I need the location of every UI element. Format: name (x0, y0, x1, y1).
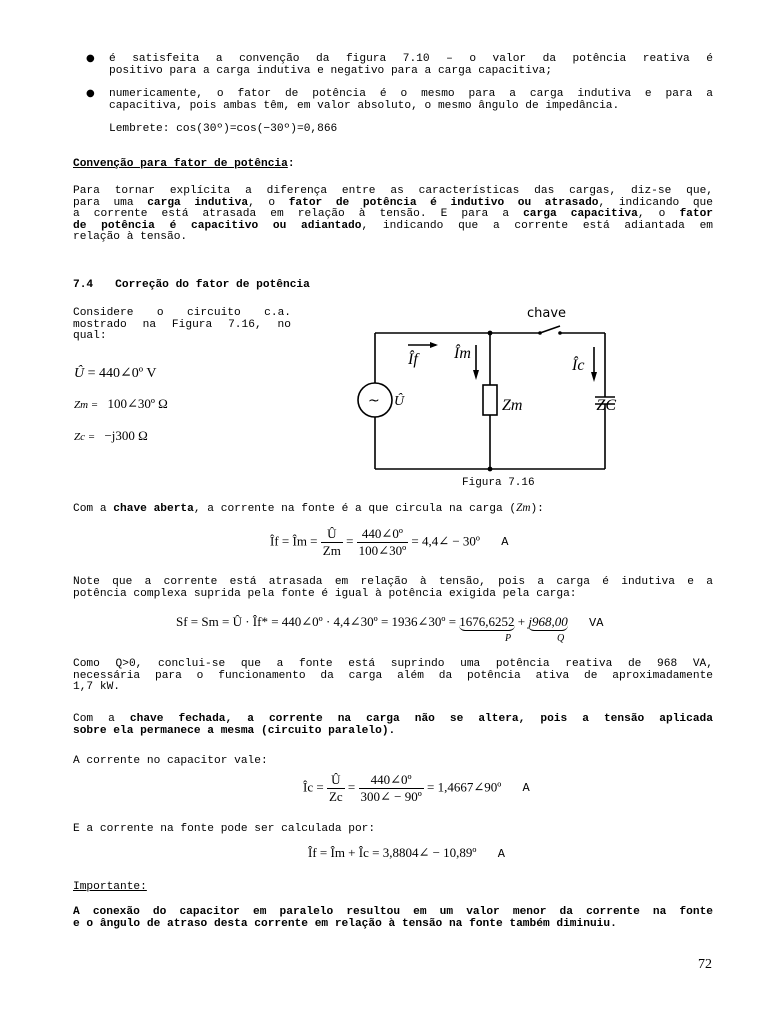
page-number: 72 (698, 957, 712, 972)
u-label: Û (394, 394, 405, 409)
convention-heading: Convenção para fator de potência: (73, 158, 295, 170)
equation-3: Îc = $\frac{Û}{Zc}$ = $\frac{\text{440∠0º}}{\text{300∠ − 90º}}$ = 1,4667∠90º A (303, 772, 530, 804)
zc-label: ZC (596, 397, 616, 414)
node-dot (488, 331, 493, 336)
q-label: Q (557, 633, 565, 644)
given-zm: Zm = 100∠30º Ω (74, 396, 168, 411)
convention-paragraph: Para tornar explícita a diferença entre as características das cargas, diz-se que, para uma carga indutiva, o fator de potência é indutivo ou atrasado, indicando que a corrente está atrasada em relação à tensão. E para a carga capacitiva, o fator de potência é capacitivo ou adiantado, indicando que a corrente está adiantada em relação à tensão. (73, 185, 714, 243)
if-arrowhead (430, 342, 438, 348)
switch-label: chave (527, 306, 567, 321)
switch-blade (540, 326, 560, 333)
bullet-1: é satisfeita a convenção da figura 7.10 – o valor da potência reativa é positivo para a carga indutiva e negativo para a carga capacitiva; (109, 53, 713, 77)
ic-arrowhead (591, 372, 597, 382)
equation-2: Sf = Sm = Û · Îf* = 440∠0º · 4,4∠30º = 1936∠30º = 1676,6252 + j968,00 VA (176, 614, 604, 630)
bullet-2: numericamente, o fator de potência é o mesmo para a carga indutiva e para a capacitiva, pois ambas têm, em valor absoluto, o mesmo ângulo de impedância. (109, 88, 713, 112)
node-dot (488, 467, 493, 472)
zm-resistor (483, 385, 497, 415)
im-arrowhead (473, 370, 479, 380)
if-label: Îf (408, 351, 418, 368)
important-label: Importante: (73, 881, 147, 893)
open-switch-text: Com a chave aberta, a corrente na fonte é a que circula na carga (Zm): (73, 502, 544, 515)
im-label: Îm (454, 345, 471, 362)
bullet-marker: ● (86, 88, 95, 99)
figure-caption: Figura 7.16 (462, 477, 535, 489)
equation-1: Îf = Îm = $\frac{Û}{Zm}$ = $\frac{\text{440∠0º}}{\text{100∠30º}}$ = 4,4∠ − 30º A (270, 526, 509, 558)
given-u: Û = 440∠0º V (74, 366, 157, 381)
equation-4: Îf = Îm + Îc = 3,8804∠ − 10,89º A (308, 845, 505, 861)
source-current-text: E a corrente na fonte pode ser calculada por: (73, 823, 376, 835)
since-paragraph: Como Q>0, conclui-se que a fonte está suprindo uma potência reativa de 968 VA, necessária para o funcionamento da carga além da potência ativa de aproximadamente 1,7 kW. (73, 658, 713, 693)
p-label: P (505, 633, 512, 644)
circuit-diagram (350, 300, 620, 490)
intro-text: Considere o circuito c.a. mostrado na Figura 7.16, no qual: (73, 307, 291, 342)
sine-symbol: ~ (368, 393, 380, 409)
section-heading: 7.4 Correção do fator de potência (73, 279, 310, 291)
zm-label: Zm (502, 397, 523, 414)
important-paragraph: A conexão do capacitor em paralelo resultou em um valor menor da corrente na fonte e o ângulo de atraso desta corrente em relação à tensão na fonte também diminuiu. (73, 906, 713, 930)
ic-label: Îc (572, 357, 585, 374)
given-zc: Zc = −j300 Ω (74, 428, 148, 443)
bullet-marker: ● (86, 53, 95, 64)
switch-contact (538, 331, 542, 335)
note-paragraph: Note que a corrente está atrasada em relação à tensão, pois a carga é indutiva e a potência complexa suprida pela fonte é igual à potência exigida pela carga: (73, 576, 713, 600)
cap-current-text: A corrente no capacitor vale: (73, 755, 268, 767)
switch-contact (558, 331, 562, 335)
closed-switch-paragraph: Com a chave fechada, a corrente na carga não se altera, pois a tensão aplicada sobre ela permanece a mesma (circuito paralelo). (73, 713, 713, 737)
reminder: Lembrete: cos(30º)=cos(−30º)=0,866 (109, 123, 338, 135)
